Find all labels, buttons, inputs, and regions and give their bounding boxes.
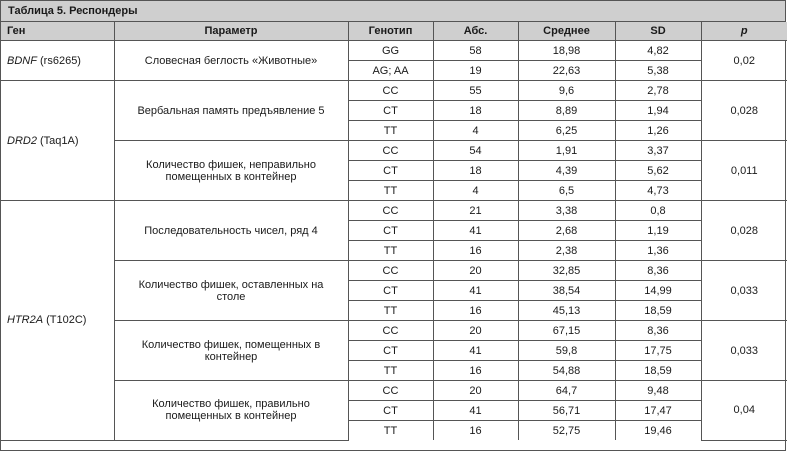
mean-cell: 32,85 (518, 261, 615, 281)
mean-cell: 67,15 (518, 321, 615, 341)
param-cell: Последовательность чисел, ряд 4 (114, 201, 348, 261)
table-row (1, 381, 787, 401)
p-value-cell: 0,02 (701, 41, 787, 81)
genotype-cell: TT (348, 121, 433, 141)
abs-cell: 4 (433, 181, 518, 201)
header-sd: SD (615, 22, 701, 41)
abs-cell: 41 (433, 341, 518, 361)
mean-cell: 54,88 (518, 361, 615, 381)
table-body (1, 41, 787, 441)
sd-cell: 8,36 (615, 261, 701, 281)
gene-cell (1, 41, 114, 81)
gene-variant: (rs6265) (36, 54, 81, 67)
sd-cell: 17,47 (615, 401, 701, 421)
header-param: Параметр (114, 22, 348, 41)
table-row (1, 41, 787, 61)
mean-cell: 22,63 (518, 61, 615, 81)
sd-cell: 9,48 (615, 381, 701, 401)
genotype-cell: CT (348, 101, 433, 121)
mean-cell: 38,54 (518, 281, 615, 301)
genotype-cell: CT (348, 161, 433, 181)
sd-cell: 5,38 (615, 61, 701, 81)
param-cell: Количество фишек, неправильно помещенных в контейнер (114, 141, 348, 201)
abs-cell: 54 (433, 141, 518, 161)
table-row (1, 321, 787, 341)
header-gene: Ген (1, 22, 114, 41)
sd-cell: 14,99 (615, 281, 701, 301)
abs-cell: 16 (433, 361, 518, 381)
mean-cell: 6,5 (518, 181, 615, 201)
genotype-cell: TT (348, 421, 433, 441)
responders-table (1, 22, 787, 441)
abs-cell: 16 (433, 301, 518, 321)
abs-cell: 18 (433, 101, 518, 121)
table-row (1, 261, 787, 281)
genotype-cell: TT (348, 241, 433, 261)
sd-cell: 1,26 (615, 121, 701, 141)
mean-cell: 2,68 (518, 221, 615, 241)
genotype-cell: CT (348, 341, 433, 361)
table-caption: Таблица 5. Респондеры (1, 1, 785, 22)
sd-cell: 3,37 (615, 141, 701, 161)
param-cell: Словесная беглость «Животные» (114, 41, 348, 81)
param-cell: Количество фишек, помещенных в контейнер (114, 321, 348, 381)
abs-cell: 19 (433, 61, 518, 81)
abs-cell: 58 (433, 41, 518, 61)
mean-cell: 59,8 (518, 341, 615, 361)
sd-cell: 1,19 (615, 221, 701, 241)
sd-cell: 18,59 (615, 301, 701, 321)
header-row (1, 22, 787, 41)
mean-cell: 18,98 (518, 41, 615, 61)
genotype-cell: CC (348, 321, 433, 341)
mean-cell: 6,25 (518, 121, 615, 141)
abs-cell: 20 (433, 321, 518, 341)
abs-cell: 18 (433, 161, 518, 181)
mean-cell: 56,71 (518, 401, 615, 421)
gene-name: BDNF (7, 54, 37, 67)
abs-cell: 41 (433, 221, 518, 241)
abs-cell: 16 (433, 241, 518, 261)
sd-cell: 5,62 (615, 161, 701, 181)
mean-cell: 2,38 (518, 241, 615, 261)
abs-cell: 41 (433, 401, 518, 421)
genotype-cell: CC (348, 141, 433, 161)
header-genotype: Генотип (348, 22, 433, 41)
abs-cell: 4 (433, 121, 518, 141)
table-row (1, 141, 787, 161)
gene-cell (1, 81, 114, 201)
sd-cell: 4,73 (615, 181, 701, 201)
p-value-cell: 0,04 (701, 381, 787, 441)
param-cell: Вербальная память предъявление 5 (114, 81, 348, 141)
genotype-cell: CC (348, 201, 433, 221)
sd-cell: 0,8 (615, 201, 701, 221)
genotype-cell: TT (348, 301, 433, 321)
p-value-cell: 0,033 (701, 261, 787, 321)
p-value-cell: 0,011 (701, 141, 787, 201)
param-cell: Количество фишек, оставленных на столе (114, 261, 348, 321)
genotype-cell: CT (348, 401, 433, 421)
genotype-cell: GG (348, 41, 433, 61)
mean-cell: 64,7 (518, 381, 615, 401)
param-cell: Количество фишек, правильно помещенных в контейнер (114, 381, 348, 441)
abs-cell: 55 (433, 81, 518, 101)
gene-variant: (Taq1A) (36, 134, 79, 147)
abs-cell: 41 (433, 281, 518, 301)
genotype-cell: CC (348, 261, 433, 281)
abs-cell: 20 (433, 261, 518, 281)
genotype-cell: CT (348, 221, 433, 241)
mean-cell: 52,75 (518, 421, 615, 441)
abs-cell: 20 (433, 381, 518, 401)
header-mean: Среднее (518, 22, 615, 41)
gene-name: HTR2A (7, 314, 44, 327)
sd-cell: 1,36 (615, 241, 701, 261)
genotype-cell: AG; AA (348, 61, 433, 81)
table-row (1, 201, 787, 221)
gene-cell (1, 201, 114, 441)
mean-cell: 9,6 (518, 81, 615, 101)
sd-cell: 17,75 (615, 341, 701, 361)
mean-cell: 8,89 (518, 101, 615, 121)
abs-cell: 16 (433, 421, 518, 441)
gene-variant: (T102C) (43, 314, 87, 327)
genotype-cell: TT (348, 361, 433, 381)
table-row (1, 81, 787, 101)
header-p: p (701, 22, 787, 41)
header-abs: Абс. (433, 22, 518, 41)
abs-cell: 21 (433, 201, 518, 221)
sd-cell: 8,36 (615, 321, 701, 341)
sd-cell: 19,46 (615, 421, 701, 441)
sd-cell: 2,78 (615, 81, 701, 101)
p-value-cell: 0,028 (701, 81, 787, 141)
genotype-cell: TT (348, 181, 433, 201)
p-value-cell: 0,028 (701, 201, 787, 261)
mean-cell: 4,39 (518, 161, 615, 181)
mean-cell: 3,38 (518, 201, 615, 221)
genotype-cell: CC (348, 381, 433, 401)
genotype-cell: CC (348, 81, 433, 101)
gene-name: DRD2 (7, 134, 37, 147)
sd-cell: 4,82 (615, 41, 701, 61)
sd-cell: 18,59 (615, 361, 701, 381)
genotype-cell: CT (348, 281, 433, 301)
mean-cell: 45,13 (518, 301, 615, 321)
p-value-cell: 0,033 (701, 321, 787, 381)
sd-cell: 1,94 (615, 101, 701, 121)
mean-cell: 1,91 (518, 141, 615, 161)
